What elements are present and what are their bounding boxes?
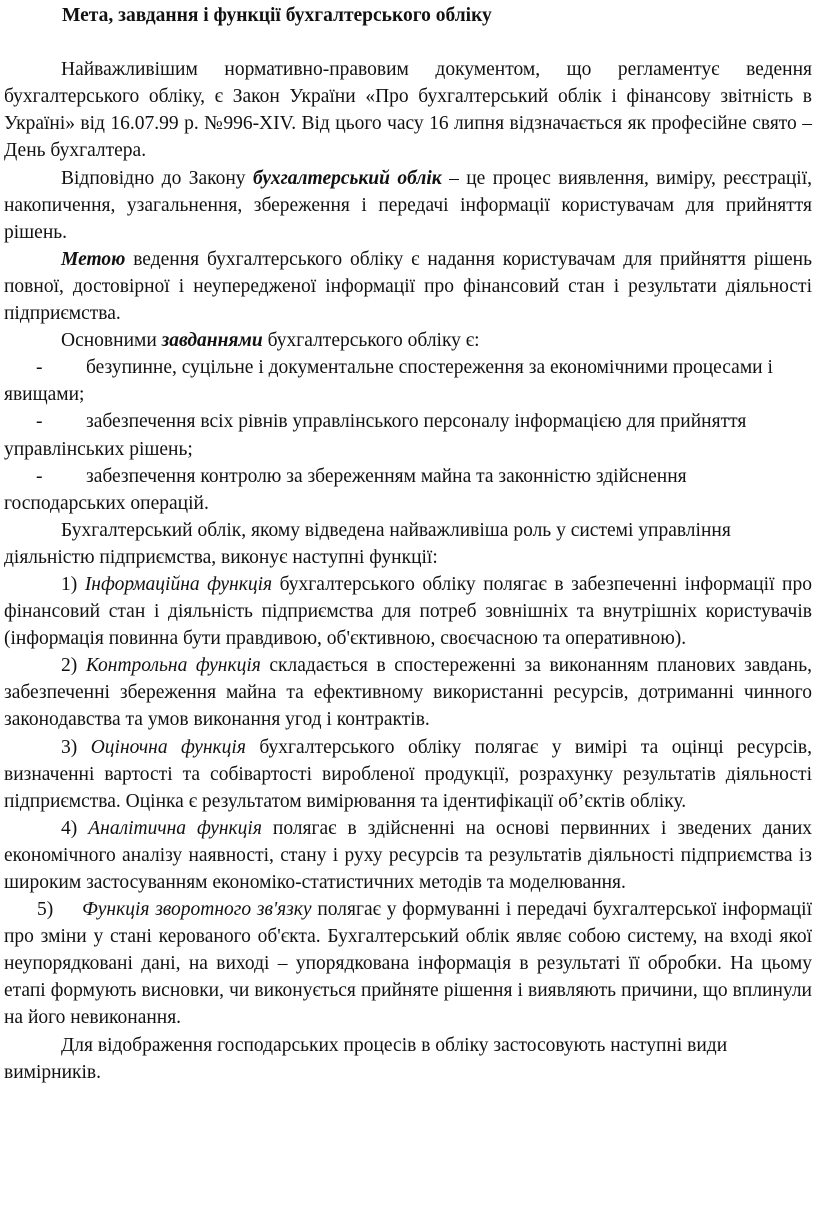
paragraph-goal — [4, 246, 812, 327]
function-number: 4) — [61, 817, 78, 839]
paragraph-tasks-intro — [4, 327, 812, 354]
function-text: складається в спостереженні за виконанням планових завдань, забезпеченні збереження майна та ефективному використанні ресурсів, дотриманні чинного законодавства та умов виконання угод і контрактів. — [4, 655, 812, 731]
list-dash: - — [36, 465, 43, 487]
function-name: Оціночна функція — [90, 736, 246, 758]
term-tasks: завданнями — [161, 330, 263, 352]
function-name: Аналітична функція — [88, 817, 262, 839]
function-number: 2) — [61, 655, 78, 677]
paragraph-functions-intro: Бухгалтерський облік, якому відведена найважливіша роль у системі управління діяльністю підприємства, виконує наступні функції: — [4, 519, 731, 568]
list-dash: - — [36, 411, 43, 433]
function-item — [4, 815, 812, 896]
tasks-lead: Основними — [61, 330, 162, 352]
document-title: Мета, завдання і функції бухгалтерського обліку — [62, 5, 492, 26]
term-goal: Метою — [61, 248, 126, 270]
function-item — [4, 896, 812, 1031]
function-name: Інформаційна функція — [84, 573, 273, 595]
function-item — [4, 652, 812, 733]
task-text: безупинне, суцільне і документальне спостереження за економічними процесами і явищами; — [4, 357, 773, 406]
function-text: полягає у формуванні і передачі бухгалтерської інформації про зміни у стані керованого об'єкта. Бухгалтерський облік являє собою систему, на вході якої неупорядковані дані, на виході – упорядкована інформація в результаті її обробки. На цьому етапі формують висновки, чи виконується прийняте рішення і виявляють причини, що вплинули на його невиконання. — [4, 899, 812, 1029]
function-text: полягає в здійсненні на основі первинних і зведених даних економічного аналізу наявності, стану і руху ресурсів та результатів діяльності підприємства із широким застосуванням економіко-статистичних методів та моделювання. — [4, 817, 813, 893]
function-text: бухгалтерського обліку полягає у вимірі та оцінці ресурсів, визначенні вартості та собівартості виробленої продукції, розрахунку результатів діяльності підприємства. Оцінка є результатом вимірювання та ідентифікації об’єктів обліку. — [4, 736, 812, 812]
function-name: Контрольна функція — [85, 655, 261, 677]
definition-lead: Відповідно до Закону — [61, 167, 253, 189]
paragraph-definition — [4, 165, 812, 246]
task-text: забезпечення контролю за збереженням майна та законністю здійснення господарських операцій. — [4, 465, 687, 514]
term-accounting: бухгалтерський облік — [252, 167, 442, 189]
task-text: забезпечення всіх рівнів управлінського персоналу інформацією для прийняття управлінських рішень; — [4, 411, 747, 460]
blank-line — [4, 29, 812, 56]
function-item — [4, 734, 812, 815]
list-dash: - — [36, 357, 43, 379]
goal-text: ведення бухгалтерського обліку є надання користувачам для прийняття рішень повної, достовірної і неупередженої інформації про фінансовий стан і результати діяльності підприємства. — [4, 248, 812, 325]
paragraph-measures: Для відображення господарських процесів в обліку застосовують наступні види вимірників. — [4, 1034, 728, 1083]
task-item — [4, 463, 812, 517]
function-text: бухгалтерського обліку полягає в забезпеченні інформації про фінансовий стан і діяльність підприємства для потреб зовнішніх та внутрішніх користувачів (інформація повинна бути правдивою, об'єктивною, своєчасною та оперативною). — [4, 573, 812, 650]
tasks-after: бухгалтерського обліку є: — [262, 330, 480, 352]
task-item — [4, 408, 812, 462]
task-item — [4, 354, 812, 408]
function-item — [4, 571, 812, 652]
function-number: 3) — [61, 736, 78, 758]
function-number: 1) — [61, 573, 78, 595]
function-number: 5) — [37, 899, 54, 921]
definition-text: – це процес виявлення, виміру, реєстрації, накопичення, узагальнення, збереження і передачі інформації користувачам для прийняття рішень. — [4, 167, 812, 243]
function-name: Функція зворотного зв'язку — [82, 899, 312, 921]
paragraph-law: Найважливішим нормативно-правовим документом, що регламентує ведення бухгалтерського обліку, є Закон України «Про бухгалтерський облік і фінансову звітність в Україні» від 16.07.99 р. №996-XIV. Від цього часу 16 липня відзначається як професійне свято – День бухгалтера. — [4, 59, 812, 162]
